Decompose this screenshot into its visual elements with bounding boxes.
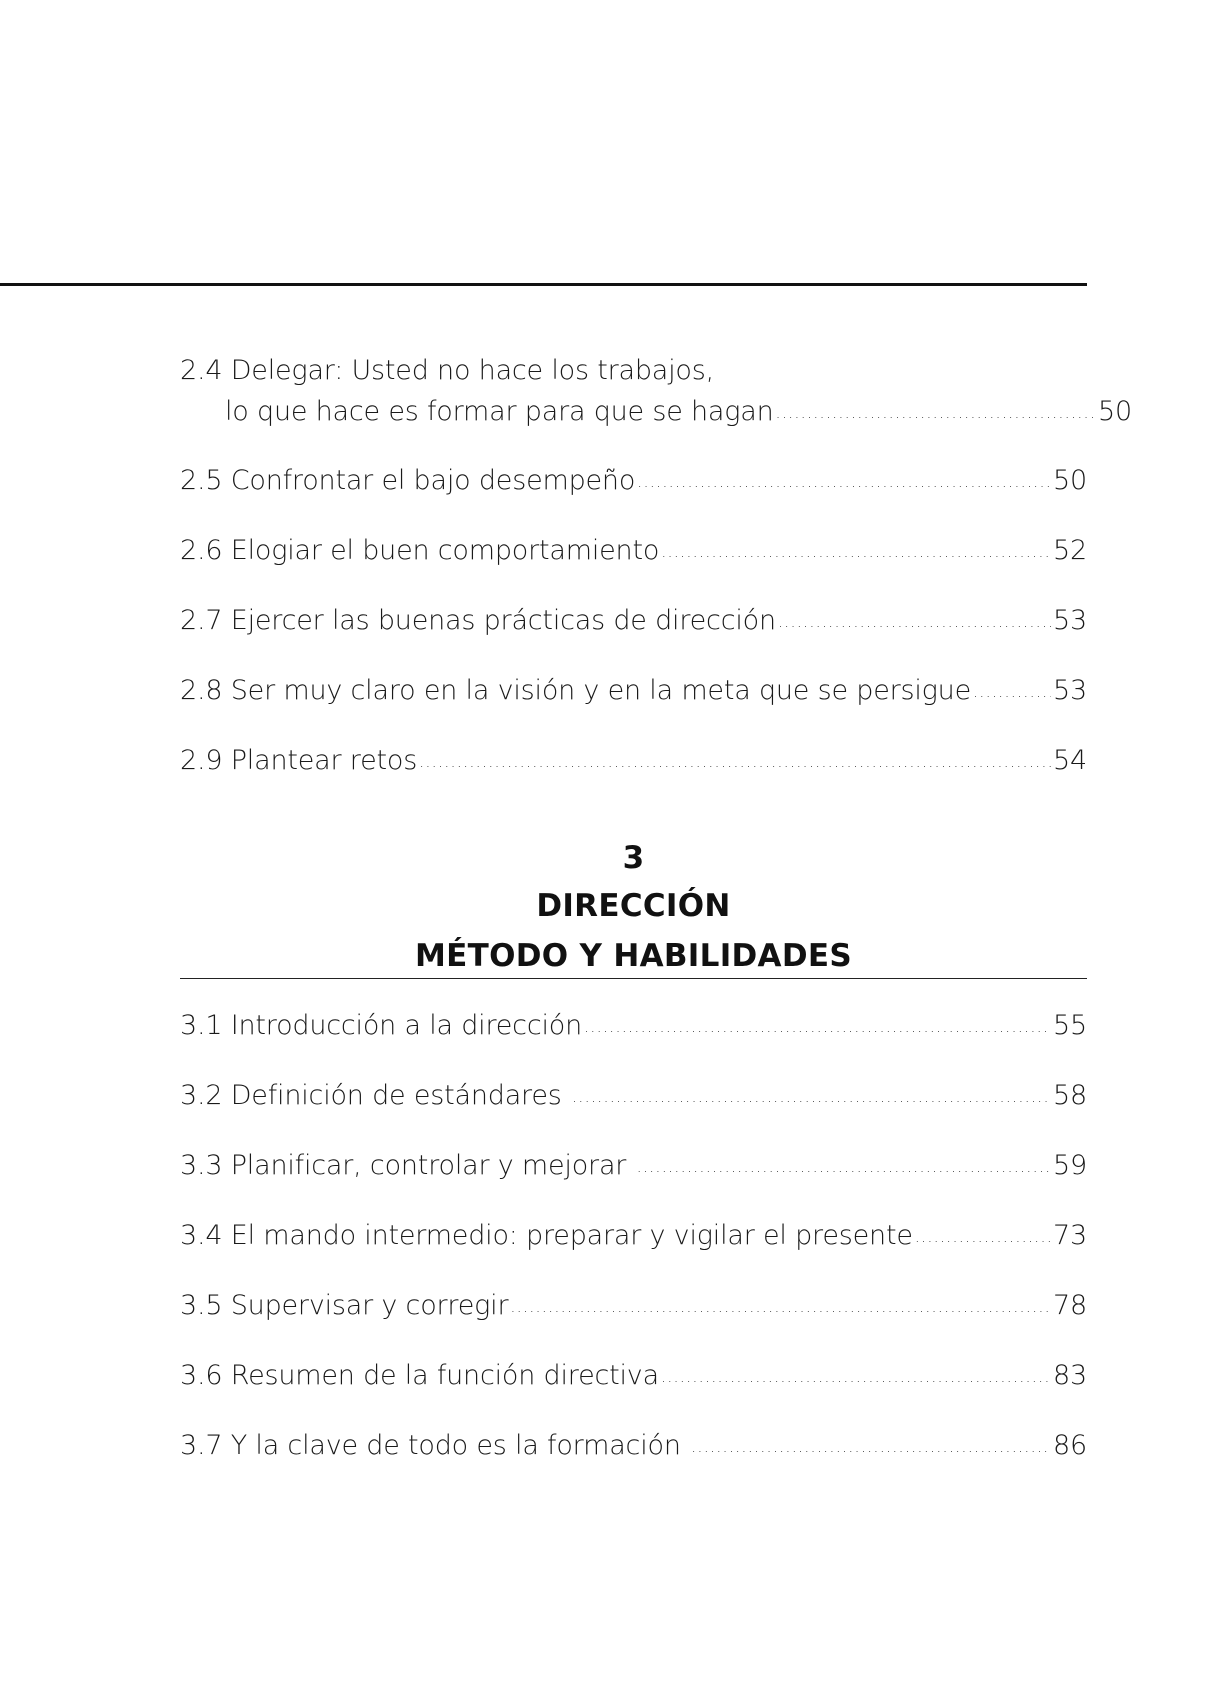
toc-page-number: 50: [1098, 396, 1132, 427]
toc-page-number: 55: [1053, 1010, 1087, 1041]
toc-entry-3-3-wrap: [180, 1148, 1087, 1184]
toc-entry-label: 2.4 Delegar: Usted no hace los trabajos,: [180, 355, 715, 386]
toc-page-number: 86: [1053, 1430, 1087, 1461]
toc-entry-3-1-wrap: [180, 1008, 1087, 1044]
toc-entry-2-5[interactable]: [180, 463, 1087, 499]
toc-page-number: 73: [1053, 1220, 1087, 1251]
toc-entry-label: 2.9 Plantear retos: [180, 745, 418, 776]
dot-leader: [778, 601, 1051, 637]
toc-entry-label: 3.2 Definición de estándares: [180, 1080, 571, 1111]
toc-page-number: 78: [1053, 1290, 1087, 1321]
chapter-subtitle: MÉTODO Y HABILIDADES: [415, 938, 852, 974]
dot-leader: [661, 1356, 1051, 1392]
toc-entry-3-2-wrap: [180, 1078, 1087, 1114]
toc-page-number: 59: [1053, 1150, 1087, 1181]
toc-chapter-2-list: [180, 353, 1132, 430]
toc-entry-3-4[interactable]: [180, 1218, 1087, 1254]
toc-page-number: 53: [1053, 605, 1087, 636]
dot-leader: [973, 671, 1051, 707]
toc-page-number: 58: [1053, 1080, 1087, 1111]
toc-entry-3-1[interactable]: [180, 1008, 1087, 1044]
toc-entry-2-9[interactable]: [180, 743, 1087, 779]
toc-entry-2-9-wrap: [180, 743, 1087, 779]
toc-page-number: 50: [1053, 465, 1087, 496]
toc-page-number: 83: [1053, 1360, 1087, 1391]
toc-entry-label: 3.7 Y la clave de todo es la formación: [180, 1430, 690, 1461]
toc-entry-3-7-wrap: [180, 1428, 1087, 1464]
toc-entry-label: 3.1 Introducción a la dirección: [180, 1010, 583, 1041]
toc-page-number: 53: [1053, 675, 1087, 706]
toc-entry-3-2[interactable]: [180, 1078, 1087, 1114]
dot-leader: [691, 1426, 1051, 1462]
toc-entry-3-4-wrap: [180, 1218, 1087, 1254]
chapter-title: DIRECCIÓN: [536, 888, 731, 924]
toc-page-number: 52: [1053, 535, 1087, 566]
toc-entry-3-5[interactable]: [180, 1288, 1087, 1324]
toc-entry-label: 2.8 Ser muy claro en la visión y en la meta que se persigue: [180, 675, 972, 706]
toc-entry-2-7-wrap: [180, 603, 1087, 639]
top-divider-rule: [0, 283, 1087, 286]
toc-page-number: 54: [1053, 745, 1087, 776]
toc-entry-label: 3.3 Planificar, controlar y mejorar: [180, 1150, 635, 1181]
toc-entry-label: 3.5 Supervisar y corregir: [180, 1290, 509, 1321]
toc-entry-3-5-wrap: [180, 1288, 1087, 1324]
toc-entry-label: 2.5 Confrontar el bajo desempeño: [180, 465, 636, 496]
toc-entry-3-7[interactable]: [180, 1428, 1087, 1464]
dot-leader: [776, 392, 1097, 428]
toc-entry-label: 2.6 Elogiar el buen comportamiento: [180, 535, 660, 566]
toc-entry-2-4[interactable]: [180, 353, 1132, 430]
toc-entry-label-continued: lo que hace es formar para que se hagan: [225, 396, 774, 427]
toc-entry-2-7[interactable]: [180, 603, 1087, 639]
toc-entry-3-6-wrap: [180, 1358, 1087, 1394]
dot-leader: [510, 1286, 1051, 1322]
dot-leader: [572, 1076, 1051, 1112]
chapter-number: 3: [622, 840, 645, 876]
dot-leader: [637, 1146, 1051, 1182]
toc-entry-label: 2.7 Ejercer las buenas prácticas de dirección: [180, 605, 776, 636]
toc-entry-3-3[interactable]: [180, 1148, 1087, 1184]
chapter-divider-rule: [180, 978, 1087, 979]
toc-entry-2-8[interactable]: [180, 673, 1087, 709]
toc-entry-label: 3.6 Resumen de la función directiva: [180, 1360, 659, 1391]
toc-entry-label: 3.4 El mando intermedio: preparar y vigilar el presente: [180, 1220, 913, 1251]
dot-leader: [637, 461, 1051, 497]
toc-entry-2-6-wrap: [180, 533, 1087, 569]
dot-leader: [419, 741, 1051, 777]
dot-leader: [584, 1006, 1051, 1042]
toc-entry-3-6[interactable]: [180, 1358, 1087, 1394]
dot-leader: [915, 1216, 1051, 1252]
dot-leader: [661, 531, 1051, 567]
toc-entry-2-5-wrap: [180, 463, 1087, 499]
toc-entry-2-6[interactable]: [180, 533, 1087, 569]
toc-entry-2-8-wrap: [180, 673, 1087, 709]
